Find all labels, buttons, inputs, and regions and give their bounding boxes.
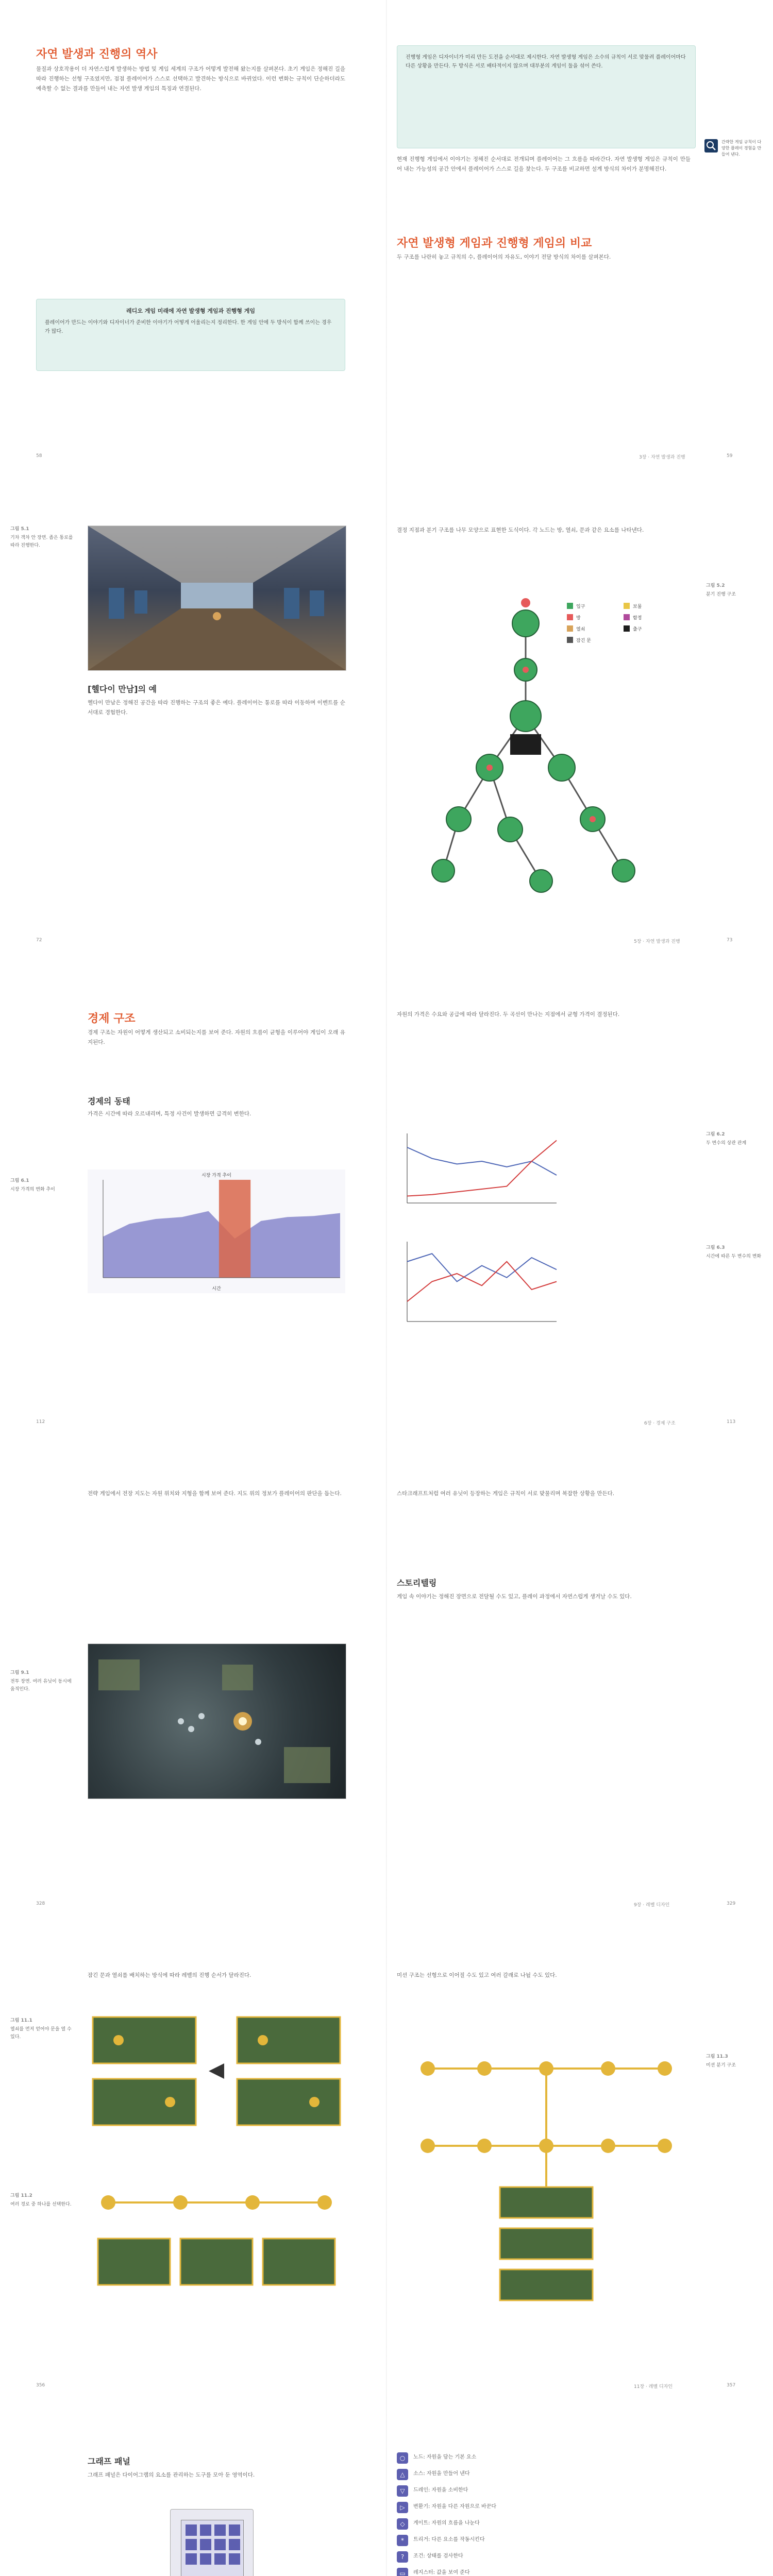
- series-line: [407, 1147, 557, 1175]
- body-text: 결정 지점과 분기 구조를 나무 모양으로 표현한 도식이다. 각 노드는 방, 열쇠, 문과 같은 요소를 나타낸다.: [397, 527, 644, 533]
- figure-number: 그림 6.1: [10, 1178, 29, 1183]
- figure-caption: [706, 1131, 763, 1147]
- page-381: [386, 2406, 773, 2576]
- page-329: [386, 1443, 773, 1924]
- figure-caption-text: 두 변수의 상관 관계: [706, 1141, 747, 1146]
- interleaving-lines-chart: [397, 1234, 567, 1332]
- gate-icon: ◇: [397, 2518, 408, 2530]
- page-112: [0, 961, 386, 1443]
- legend-entry: 방: [576, 616, 581, 621]
- figure-caption: [706, 2053, 763, 2070]
- graph-panel-image: [170, 2509, 254, 2576]
- figure-caption-text: 여러 경로 중 하나를 선택한다.: [10, 2202, 72, 2207]
- list-item: ▷ 변환기: 자원을 다른 자원으로 바꾼다: [397, 2502, 691, 2513]
- body-text: 두 구조를 나란히 놓고 규칙의 수, 플레이어의 자유도, 이야기 전달 방식의 차이를 살펴본다.: [397, 254, 611, 260]
- legend-entry: 잠긴 문: [576, 638, 591, 643]
- figure-caption-text: 전투 장면. 여러 유닛이 동시에 움직인다.: [10, 1679, 72, 1692]
- page-number: 328: [36, 1901, 45, 1906]
- legend-entry: 함정: [633, 616, 642, 621]
- register-icon: ▭: [397, 2568, 408, 2576]
- subheading: [헬다이 만남]의 예: [88, 684, 157, 694]
- legend-entry: 출구: [633, 627, 642, 632]
- list-item: ▽ 드레인: 자원을 소비한다: [397, 2485, 691, 2497]
- drain-icon: ▽: [397, 2485, 408, 2497]
- node-icon: ○: [397, 2452, 408, 2464]
- running-header: 5장 · 자연 발생과 진행: [634, 939, 680, 944]
- figure-caption-text: 기차 객차 안 장면. 좁은 통로를 따라 진행한다.: [10, 535, 73, 548]
- page-number: 59: [727, 453, 733, 459]
- x-axis-label: 시간: [212, 1286, 221, 1292]
- body-text: 그래프 패널은 다이어그램의 요소를 관리하는 도구를 모아 둔 영역이다.: [88, 2472, 255, 2478]
- page-number: 72: [36, 938, 42, 943]
- figure-caption: [10, 526, 77, 550]
- body-text: 현재 진행형 게임에서 이야기는 정해진 순서대로 전개되며 플레이어는 그 흐름을 따라간다. 자연 발생형 게임은 규칙이 만들어 내는 가능성의 공간 안에서 플레이어가 스스로 길을 찾는다. 두 구조를 비교하면 설계 방식의 차이가 분명해진다.: [397, 156, 691, 172]
- callout-box: [397, 45, 696, 148]
- body-text: 미션 구조는 선형으로 이어질 수도 있고 여러 갈래로 나뉠 수도 있다.: [397, 1972, 557, 1978]
- figure-number: 그림 6.3: [706, 1245, 725, 1250]
- spread-6: [0, 2406, 773, 2576]
- page-328: [0, 1443, 386, 1924]
- running-header: 6장 · 경제 구조: [644, 1421, 676, 1426]
- figure-caption: [10, 1177, 77, 1194]
- figure-number: 그림 5.2: [706, 583, 725, 588]
- search-icon: [704, 139, 718, 152]
- path-choice-diagram: [88, 2182, 345, 2306]
- source-icon: △: [397, 2469, 408, 2480]
- page-number: 357: [727, 2383, 736, 2388]
- figure-caption-text: 분기 진행 구조: [706, 592, 736, 597]
- page-380: [0, 2406, 386, 2576]
- figure-number: 그림 5.1: [10, 527, 29, 532]
- figure-caption-text: 시장 가격의 변화 추이: [10, 1187, 55, 1192]
- body-text: 게임 속 이야기는 정해진 장면으로 전달될 수도 있고, 플레이 과정에서 자연스럽게 생겨날 수도 있다.: [397, 1594, 632, 1600]
- body-text: 물질과 상호작용이 더 자연스럽게 발생하는 방법 및 게임 세계의 구조가 어떻게 발전해 왔는지를 살펴본다. 초기 게임은 정해진 길을 따라 진행하는 선형 구조였지만, 점점 플레이어가 스스로 선택하고 발견하는 방식으로 바뀌었다. 이런 변화는 규칙이 단순하더라도 예측할 수 없는 결과를 만들어 내는 자연 발생 게임의 특징과 연결된다.: [36, 66, 345, 92]
- callout-box: [36, 299, 345, 371]
- list-item: ? 조건: 상태를 검사한다: [397, 2551, 691, 2563]
- figure-caption: [10, 1669, 77, 1693]
- spread-1: [0, 0, 773, 480]
- series-line: [407, 1141, 557, 1196]
- page-356: [0, 1924, 386, 2406]
- branching-structure-diagram: [397, 582, 696, 933]
- mission-branch-diagram: [397, 2048, 696, 2306]
- body-text: 경제 구조는 자원이 어떻게 생산되고 소비되는지를 보여 준다. 자원의 흐름이 균형을 이루어야 게임이 오래 유지된다.: [88, 1029, 345, 1045]
- highlight-band: [219, 1180, 250, 1278]
- page-number: 112: [36, 1419, 45, 1425]
- figure-caption-text: 열쇠를 먼저 얻어야 문을 열 수 있다.: [10, 2027, 72, 2040]
- page-59: [386, 0, 773, 479]
- figure-number: 그림 9.1: [10, 1670, 29, 1675]
- spread-3: [0, 961, 773, 1443]
- callout-text: 진행형 게임은 디자이너가 미리 만든 도전을 순서대로 제시한다. 자연 발생형 게임은 소수의 규칙이 서로 맞물려 플레이어마다 다른 상황을 만든다. 두 방식은 서로 배타적이지 않으며 대부분의 게임이 둘을 섞어 쓴다.: [406, 55, 686, 69]
- list-item: * 트리거: 다른 요소를 작동시킨다: [397, 2535, 691, 2546]
- price-area-chart: [88, 1170, 345, 1293]
- running-header: 3장 · 자연 발생과 진행: [639, 455, 685, 460]
- running-header: 11장 · 레벨 디자인: [634, 2384, 673, 2389]
- page-number: 329: [727, 1901, 736, 1906]
- list-item: ○ 노드: 자원을 담는 기본 요소: [397, 2452, 691, 2464]
- figure-number: 그림 11.1: [10, 2018, 32, 2023]
- legend-entry: 입구: [576, 604, 585, 609]
- chart-title: 시장 가격 추이: [201, 1173, 231, 1178]
- callout-text: 플레이어가 만드는 이야기와 디자이너가 준비한 이야기가 어떻게 어울리는지 정리한다. 한 게임 안에 두 방식이 함께 쓰이는 경우가 많다.: [45, 320, 332, 334]
- figure-number: 그림 6.2: [706, 1132, 725, 1137]
- figure-caption: [706, 1244, 763, 1261]
- crossing-lines-chart: [397, 1126, 567, 1213]
- spread-5: [0, 1924, 773, 2406]
- series-line: [407, 1253, 557, 1281]
- body-text: 자원의 가격은 수요와 공급에 따라 달라진다. 두 곡선이 만나는 지점에서 균형 가격이 결정된다.: [397, 1011, 620, 1018]
- list-item: △ 소스: 자원을 만들어 낸다: [397, 2469, 691, 2480]
- converter-icon: ▷: [397, 2502, 408, 2513]
- page-113: [386, 961, 773, 1443]
- strategy-game-screenshot: [88, 1643, 346, 1799]
- page-357: [386, 1924, 773, 2406]
- page-73: [386, 479, 773, 961]
- element-list: [397, 2452, 691, 2576]
- body-text: 잠긴 문과 열쇠를 배치하는 방식에 따라 레벨의 진행 순서가 달라진다.: [88, 1972, 251, 1978]
- section-heading: 자연 발생형 게임과 진행형 게임의 비교: [397, 237, 592, 250]
- figure-caption: [706, 582, 763, 599]
- callout-title: 레디오 게임 미래에 자연 발생형 게임과 진행형 게임: [126, 308, 255, 314]
- body-text: 전략 게임에서 전장 지도는 자원 위치와 지형을 함께 보여 준다. 지도 위의 정보가 플레이어의 판단을 돕는다.: [88, 1490, 342, 1497]
- subheading: 스토리텔링: [397, 1578, 437, 1588]
- spread-4: [0, 1443, 773, 1925]
- series-line: [407, 1262, 557, 1302]
- trigger-icon: *: [397, 2535, 408, 2546]
- page-number: 356: [36, 2383, 45, 2388]
- page-58: [0, 0, 386, 479]
- figure-caption-text: 시간에 따른 두 변수의 변화: [706, 1254, 762, 1259]
- figure-caption: [10, 2017, 77, 2041]
- figure-caption: [10, 2192, 77, 2209]
- section-heading: 자연 발생과 진행의 역사: [36, 48, 158, 61]
- figure-number: 그림 11.2: [10, 2193, 32, 2198]
- subheading: 경제의 동태: [88, 1096, 130, 1106]
- body-text: 스타크래프트처럼 여러 유닛이 등장하는 게임은 규칙이 서로 맞물리며 복잡한 상황을 만든다.: [397, 1490, 615, 1497]
- list-item: ▭ 레지스터: 값을 보여 준다: [397, 2568, 691, 2576]
- side-note: 간략한 게임 규칙이 다양한 플레이 경험을 만들어 낸다.: [721, 140, 762, 157]
- body-text: 가격은 시간에 따라 오르내리며, 특정 사건이 발생하면 급격히 변한다.: [88, 1111, 251, 1117]
- page-number: 113: [727, 1419, 736, 1425]
- section-heading: 경제 구조: [88, 1012, 136, 1025]
- page-72: [0, 479, 386, 961]
- body-text: 헬다이 만남은 정해진 공간을 따라 진행하는 구조의 좋은 예다. 플레이어는 통로를 따라 이동하며 이벤트를 순서대로 경험한다.: [88, 700, 345, 716]
- train-interior-screenshot: [88, 526, 346, 671]
- condition-icon: ?: [397, 2551, 408, 2563]
- spread-2: [0, 479, 773, 961]
- legend-entry: 열쇠: [576, 627, 585, 632]
- page-number: 73: [727, 938, 733, 943]
- page-number: 58: [36, 453, 42, 459]
- legend-entry: 보물: [633, 604, 642, 609]
- section-heading: 그래프 패널: [88, 2456, 130, 2466]
- list-item: ◇ 게이트: 자원의 흐름을 나눈다: [397, 2518, 691, 2530]
- lock-key-level-diagram: [88, 2012, 345, 2136]
- figure-number: 그림 11.3: [706, 2054, 728, 2059]
- figure-caption-text: 미션 분기 구조: [706, 2063, 736, 2068]
- running-header: 9장 · 레벨 디자인: [634, 1903, 670, 1908]
